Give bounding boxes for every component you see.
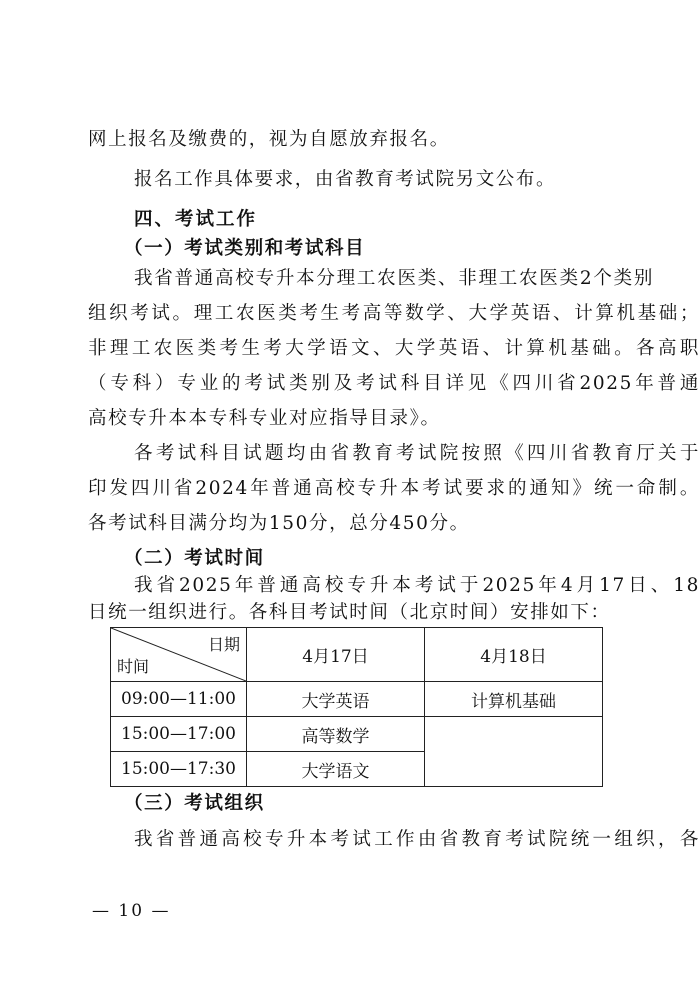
table-row xyxy=(111,682,603,717)
column-header-apr17: 4月17日 xyxy=(247,628,425,682)
subject-cell: 大学语文 xyxy=(247,752,425,787)
table-corner-cell xyxy=(111,628,247,682)
table-row xyxy=(111,717,603,752)
subheading-exam-categories: （一）考试类别和考试科目 xyxy=(124,238,366,259)
paragraph-line: 我省普通高校专升本分理工农医类、非理工农医类2个类别 xyxy=(134,268,654,289)
paragraph-line: （专科）专业的考试类别及考试科目详见《四川省2025年普通 xyxy=(88,373,700,394)
paragraph-line: 非理工农医类考生考大学语文、大学英语、计算机基础。各高职 xyxy=(88,338,700,359)
time-cell: 09:00—11:00 xyxy=(111,682,247,717)
time-cell: 15:00—17:00 xyxy=(111,717,247,752)
paragraph-line: 组织考试。理工农医类考生考高等数学、大学英语、计算机基础； xyxy=(88,303,700,324)
subject-cell: 高等数学 xyxy=(247,717,425,752)
text-line: 网上报名及缴费的，视为自愿放弃报名。 xyxy=(88,129,450,150)
paragraph-line: 我省普通高校专升本考试工作由省教育考试院统一组织，各 xyxy=(134,829,700,850)
paragraph-line: 日统一组织进行。各科目考试时间（北京时间）安排如下： xyxy=(88,602,611,623)
table-header-row xyxy=(111,628,603,682)
time-cell: 15:00—17:30 xyxy=(111,752,247,787)
paragraph-line: 我省2025年普通高校专升本考试于2025年4月17日、18 xyxy=(134,575,700,596)
corner-time-label: 时间 xyxy=(117,657,150,676)
exam-schedule-table xyxy=(110,627,603,787)
subheading-exam-organization: （三）考试组织 xyxy=(124,793,265,814)
corner-date-label: 日期 xyxy=(207,635,240,654)
paragraph-line: 各考试科目满分均为150分，总分450分。 xyxy=(88,513,470,534)
column-header-apr18: 4月18日 xyxy=(425,628,603,682)
paragraph-line: 各考试科目试题均由省教育考试院按照《四川省教育厅关于 xyxy=(134,443,700,464)
section-heading: 四、考试工作 xyxy=(134,209,258,230)
paragraph-line: 印发四川省2024年普通高校专升本考试要求的通知》统一命制。 xyxy=(88,478,700,499)
page-number: — 10 — xyxy=(92,901,171,921)
paragraph-line: 高校专升本本专科专业对应指导目录》。 xyxy=(88,408,441,429)
subject-cell: 计算机基础 xyxy=(425,682,603,717)
text-line: 报名工作具体要求，由省教育考试院另文公布。 xyxy=(134,169,557,190)
subheading-exam-time: （二）考试时间 xyxy=(124,548,265,569)
empty-cell xyxy=(425,717,603,787)
subject-cell: 大学英语 xyxy=(247,682,425,717)
